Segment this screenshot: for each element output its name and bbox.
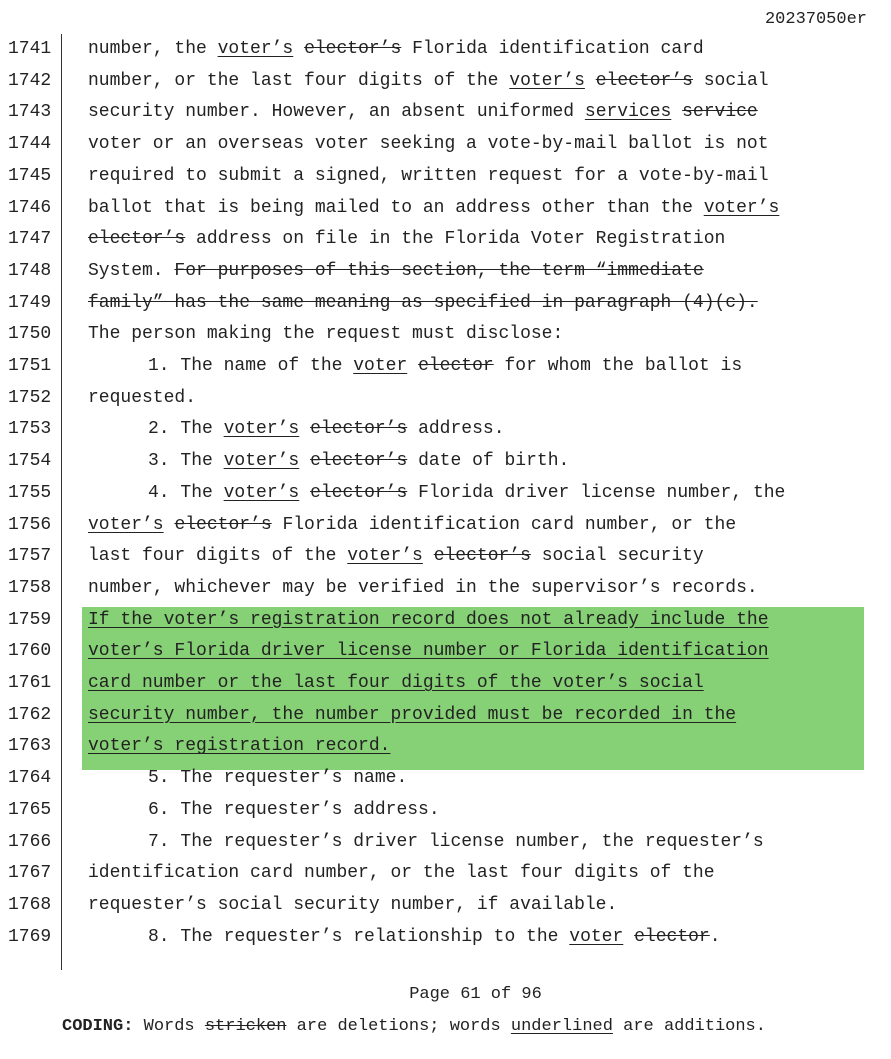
line-text: [88, 890, 617, 922]
text-line: [0, 541, 891, 573]
line-number: 1748: [8, 260, 52, 281]
text-segment: date of birth.: [407, 451, 570, 472]
line-number: 1768: [8, 894, 52, 915]
line-number: 1764: [8, 768, 52, 789]
line-number: 1743: [8, 102, 52, 123]
line-text: [88, 731, 390, 763]
inserted-text: services: [584, 102, 672, 123]
text-segment: 6. The requester’s address.: [148, 799, 440, 820]
text-line: [0, 34, 891, 66]
inserted-text: voter’s: [217, 39, 294, 59]
line-text: [88, 224, 725, 256]
text-segment: 7. The requester’s driver license number, the requester’s: [148, 831, 764, 852]
text-segment: voter or an overseas voter seeking a vote-by-mail ballot is not: [88, 134, 769, 155]
text-line: [0, 922, 891, 954]
line-text: [88, 161, 769, 193]
line-text: [88, 605, 769, 637]
text-segment: System.: [88, 260, 175, 281]
text-line: [0, 827, 891, 859]
text-segment: number, or the last four digits of the: [88, 70, 510, 91]
text-segment: [423, 546, 434, 566]
text-line: [0, 605, 891, 637]
text-segment: [293, 39, 304, 59]
highlighted-text: card number or the last four digits of the voter’s social: [88, 673, 704, 693]
line-number: 1744: [8, 134, 52, 155]
deleted-text: elector’s: [304, 39, 402, 59]
inserted-text: voter’s: [223, 451, 300, 472]
line-number: 1767: [8, 863, 52, 884]
text-line: [0, 383, 891, 415]
text-line: [0, 351, 891, 383]
line-number: 1751: [8, 356, 52, 376]
text-line: [0, 731, 891, 763]
line-number: 1762: [8, 704, 52, 725]
line-number: 1742: [8, 70, 52, 91]
line-text: [88, 573, 758, 605]
text-segment: 5. The requester’s name.: [148, 768, 408, 789]
text-segment: [671, 102, 682, 122]
text-line: [0, 66, 891, 98]
text-line: [0, 858, 891, 890]
deleted-text: elector’s: [174, 514, 272, 535]
inserted-text: voter’s: [223, 482, 300, 503]
text-segment: [299, 483, 310, 503]
text-line: [0, 763, 891, 795]
text-segment: ballot that is being mailed to an address other than the: [88, 197, 704, 218]
text-line: [0, 161, 891, 193]
text-segment: [623, 927, 634, 947]
line-number: 1769: [8, 926, 52, 947]
text-segment: [299, 419, 310, 439]
text-segment: [585, 71, 596, 91]
text-segment: 1. The name of the: [148, 356, 354, 376]
text-line: [0, 478, 891, 510]
line-text: [88, 319, 563, 351]
text-segment: number, whichever may be verified in the supervisor’s records.: [88, 577, 758, 598]
text-segment: requester’s social security number, if available.: [88, 894, 618, 915]
text-segment: last four digits of the: [88, 546, 348, 567]
line-number: 1760: [8, 641, 52, 662]
text-line: [0, 414, 891, 446]
text-line: [0, 288, 891, 320]
line-text: [88, 288, 758, 320]
text-segment: 4. The: [148, 482, 224, 503]
inserted-text: voter: [569, 926, 624, 947]
deleted-text: elector: [634, 926, 710, 947]
line-text: [148, 795, 440, 827]
line-text: [88, 193, 779, 225]
deleted-text: service: [682, 102, 758, 123]
text-line: [0, 890, 891, 922]
text-segment: 8. The requester’s relationship to the: [148, 926, 570, 947]
line-text: [88, 541, 704, 573]
line-text: [148, 922, 721, 954]
text-segment: for whom the ballot is: [493, 356, 743, 376]
line-text: [148, 478, 785, 510]
text-line: [0, 97, 891, 129]
line-number: 1755: [8, 482, 52, 503]
highlighted-text: security number, the number provided must be recorded in the: [88, 704, 737, 725]
text-segment: requested.: [88, 387, 197, 408]
inserted-text: voter: [353, 356, 408, 376]
line-number: 1765: [8, 799, 52, 820]
text-segment: Florida identification card number, or the: [271, 514, 737, 535]
coding-text: Words: [133, 1017, 205, 1036]
line-number: 1759: [8, 609, 52, 630]
highlighted-text: voter’s Florida driver license number or Florida identification: [88, 641, 769, 662]
text-segment: Florida driver license number, the: [407, 482, 786, 503]
deleted-text: For purposes of this section, the term “immediate: [174, 260, 704, 281]
deleted-text: elector: [418, 356, 494, 376]
text-segment: [407, 356, 418, 376]
line-number: 1746: [8, 197, 52, 218]
text-segment: 2. The: [148, 419, 224, 440]
text-segment: Florida identification card: [401, 39, 704, 59]
line-number: 1756: [8, 514, 52, 535]
text-segment: required to submit a signed, written request for a vote-by-mail: [88, 165, 769, 186]
coding-text: are deletions; words: [286, 1017, 511, 1036]
line-number: 1766: [8, 831, 52, 852]
line-text: [88, 66, 769, 98]
deleted-text: elector’s: [433, 546, 531, 567]
text-segment: social security: [530, 546, 704, 567]
text-segment: [299, 451, 310, 471]
text-line: [0, 700, 891, 732]
text-segment: 3. The: [148, 451, 224, 472]
line-number: 1754: [8, 451, 52, 472]
coding-label: CODING:: [62, 1017, 134, 1036]
deleted-text: elector’s: [595, 70, 693, 91]
text-segment: security number. However, an absent uniformed: [88, 102, 585, 123]
text-line: [0, 668, 891, 700]
line-number: 1763: [8, 736, 52, 757]
line-number: 1752: [8, 387, 52, 408]
line-text: [88, 700, 736, 732]
line-number: 1758: [8, 577, 52, 598]
line-text: [88, 668, 704, 700]
text-segment: .: [709, 926, 721, 947]
text-segment: address on file in the Florida Voter Registration: [185, 229, 726, 250]
inserted-text: voter’s: [347, 546, 423, 567]
deleted-text: elector’s: [310, 419, 408, 440]
deleted-text: elector’s: [310, 451, 408, 472]
text-line: [0, 193, 891, 225]
line-text: [148, 763, 407, 795]
line-text: [88, 34, 704, 66]
bill-id: 20237050er: [764, 10, 867, 29]
highlighted-text: If the voter’s registration record does not already include the: [88, 609, 769, 630]
line-text: [88, 97, 758, 129]
inserted-text: voter’s: [703, 197, 780, 218]
text-line: [0, 573, 891, 605]
text-segment: number, the: [88, 39, 218, 59]
text-line: [0, 510, 891, 542]
text-segment: The person making the request must disclose:: [88, 324, 564, 345]
line-text: [148, 351, 742, 383]
coding-text: are additions.: [612, 1017, 766, 1036]
line-text: [88, 383, 196, 415]
line-number: 1741: [8, 39, 52, 59]
deleted-text: family” has the same meaning as specified in paragraph (4)(c).: [88, 292, 758, 313]
line-text: [88, 858, 715, 890]
text-segment: [164, 515, 175, 535]
text-line: [0, 224, 891, 256]
line-number: 1757: [8, 546, 52, 567]
inserted-text: voter’s: [223, 419, 300, 440]
inserted-text: voter’s: [509, 70, 585, 91]
text-line: [0, 256, 891, 288]
line-number: 1761: [8, 673, 52, 693]
deleted-text: elector’s: [88, 229, 186, 250]
text-line: [0, 446, 891, 478]
line-text: [148, 446, 569, 478]
line-text: [148, 827, 764, 859]
coding-legend: [62, 1017, 766, 1036]
line-text: [88, 129, 769, 161]
inserted-text: voter’s: [88, 514, 164, 535]
text-line: [0, 129, 891, 161]
line-text: [148, 414, 505, 446]
text-segment: social: [692, 70, 769, 91]
page-number: Page 61 of 96: [409, 985, 542, 1004]
coding-stricken: stricken: [204, 1017, 287, 1036]
highlighted-text: voter’s registration record.: [88, 736, 391, 757]
line-text: [88, 510, 736, 542]
line-text: [88, 636, 769, 668]
line-text: [88, 256, 704, 288]
text-line: [0, 636, 891, 668]
line-number: 1750: [8, 324, 52, 345]
text-line: [0, 795, 891, 827]
line-number: 1749: [8, 292, 52, 313]
coding-underlined: underlined: [510, 1017, 613, 1036]
text-line: [0, 319, 891, 351]
line-number: 1745: [8, 165, 52, 186]
text-segment: identification card number, or the last four digits of the: [88, 863, 715, 884]
text-segment: address.: [407, 419, 505, 440]
deleted-text: elector’s: [310, 482, 408, 503]
line-number: 1753: [8, 419, 52, 440]
line-number: 1747: [8, 229, 52, 250]
